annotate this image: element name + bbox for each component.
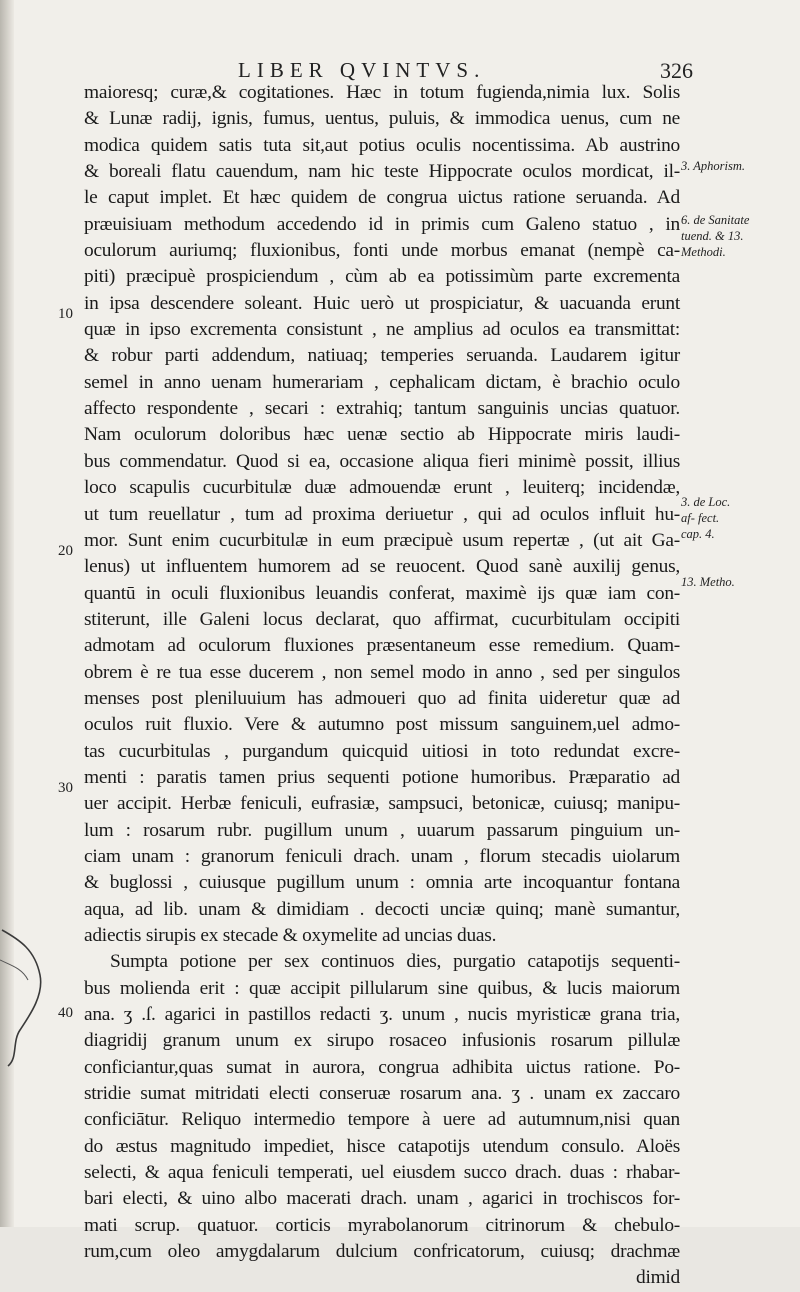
text-line: modica quidem satis tuta sit,aut potius oculis nocentissima. Ab austrino — [84, 134, 680, 156]
text-line: conficiātur. Reliquo intermedio tempore à uere ad autumnum,nisi quan — [84, 1109, 680, 1131]
text-line: loco scapulis cucurbitulæ duæ admouendæ erunt , leuiterq; incidendæ, — [84, 477, 680, 499]
text-line: rum,cum oleo amygdalarum dulcium confricatorum, cuiusq; drachmæ — [84, 1241, 680, 1263]
text-line: adiectis sirupis ex stecade & oxymelite ad uncias duas. — [84, 925, 497, 946]
text-line: menses post pleniluuium has admoueri quo ad finita uideretur quæ ad — [84, 687, 680, 709]
text-line: affecto respondente , secari : extrahiq; tantum sanguinis uncias quatuor. — [84, 398, 680, 420]
text-line: mor. Sunt enim cucurbitulæ in eum præcipuè usum repertæ , (ut ait Ga- — [84, 529, 680, 551]
text-line: lum : rosarum rubr. pugillum unum , uuarum passarum pinguium un- — [84, 819, 680, 841]
text-line: tas cucurbitulas , purgandum quicquid uitiosi in toto redundat excre- — [84, 740, 680, 762]
text-line: mati scrup. quatuor. corticis myrabolanorum citrinorum & chebulo- — [84, 1214, 680, 1236]
text-line: & Lunæ radij, ignis, fumus, uentus, puluis, & immodica uenus, cum ne — [84, 108, 680, 130]
text-line: bus molienda erit : quæ accipit pillularum sine quibus, & lucis maiorum — [84, 977, 680, 999]
text-line: semel in anno uenam humerariam , cephalicam dictam, è brachio oculo — [84, 371, 680, 393]
margin-note: 6. de Sanitate tuend. & 13. Methodi. — [681, 213, 750, 259]
text-line: piti) præcipuè prospiciendum , cùm ab ea potissimùm parte excrementa — [84, 266, 680, 288]
text-line: & robur parti addendum, natiuaq; temperies seruanda. Laudarem igitur — [84, 345, 680, 367]
text-line: præuisiuam methodum accedendo id in primis cum Galeno statuo , in — [84, 213, 680, 235]
text-line: bus commendatur. Quod si ea, occasione aliqua fieri minimè possit, illius — [84, 450, 680, 472]
ink-stain-mark — [0, 920, 60, 1070]
text-line: maioresq; curæ,& cogitationes. Hæc in totum fugienda,nimia lux. Solis — [84, 82, 680, 103]
line-number: 10 — [58, 306, 73, 322]
text-line: bari electi, & uino albo macerati drach. unam , agarici in trochiscos for- — [84, 1188, 680, 1210]
line-number: 40 — [58, 1005, 73, 1021]
page-number: 326 — [660, 58, 693, 83]
text-line: stridie sumat mitridati electi conseruæ rosarum ana. ʒ . unam ex zaccaro — [84, 1083, 680, 1105]
text-line: ut tum reuellatur , tum ad proxima deriuetur , qui ad oculos influit hu- — [84, 503, 680, 525]
text-line: menti : paratis tamen prius sequenti potione humoribus. Præparatio ad — [84, 766, 680, 788]
text-line: ana. ʒ .ſ. agarici in pastillos redacti ʒ. unum , nucis myristicæ grana tria, — [84, 1004, 680, 1026]
text-line: quantū in oculi fluxionibus leuandis conferat, maximè ijs quæ iam con- — [84, 582, 680, 604]
text-line: admotam ad oculorum fluxiones præsentaneum esse remedium. Quam- — [84, 635, 680, 657]
text-line: stiterunt, ille Galeni locus declarat, quo affirmat, cucurbitulam occipiti — [84, 608, 680, 630]
text-line: le caput implet. Et hæc quidem de congrua uictus ratione seruanda. Ad — [84, 187, 680, 209]
text-line: ciam unam : granorum feniculi drach. unam , florum stecadis uiolarum — [84, 845, 680, 867]
text-line: Sumpta potione per sex continuos dies, purgatio catapotijs sequenti- — [110, 951, 680, 973]
text-line: in ipsa descendere soleant. Huic uerò ut prospiciatur, & uacuanda erunt — [84, 292, 680, 314]
margin-note: 3. de Loc. af- fect. cap. 4. — [681, 495, 731, 541]
text-line: Nam oculorum doloribus hæc uenæ sectio ab Hippocrate miris laudi- — [84, 424, 680, 446]
margin-note: 13. Metho. — [681, 575, 735, 589]
text-line: lenus) ut influentem humorem ad se reuocent. Quod sanè auxilij genus, — [84, 556, 680, 578]
text-line: quæ in ipso excrementa consistunt , ne amplius ad oculos ea transmittat: — [84, 319, 680, 341]
text-line: oculorum auriumq; fluxionibus, fonti unde morbus emanat (nempè ca- — [84, 240, 680, 262]
text-line: dimid — [636, 1267, 680, 1289]
text-line: obrem è re tua esse ducerem , non semel modo in anno , sed per singulos — [84, 661, 680, 683]
text-line: & boreali flatu cauendum, nam hic teste Hippocrate oculos mordicat, il- — [84, 161, 680, 183]
body-text — [84, 80, 680, 1292]
running-head: LIBER QVINTVS. — [238, 58, 486, 82]
text-line: & buglossi , cuiusque pugillum unum : omnia arte incoquantur fontana — [84, 872, 680, 894]
line-number: 30 — [58, 780, 73, 796]
text-line: oculos ruit fluxio. Vere & autumno post missum sanguinem,uel admo- — [84, 714, 680, 736]
text-line: do æstus magnitudo impediet, hisce catapotijs utendum consulo. Aloës — [84, 1135, 680, 1157]
text-line: conficiantur,quas sumat in aurora, congrua adhibita uictus ratione. Po- — [84, 1056, 680, 1078]
margin-note: 3. Aphorism. — [681, 159, 746, 173]
text-line: diagridij granum unum ex sirupo rosaceo infusionis rosarum pillulæ — [84, 1030, 680, 1052]
line-number: 20 — [58, 543, 73, 559]
text-line: aqua, ad lib. unam & dimidiam . decocti unciæ quinq; manè sumantur, — [84, 898, 680, 920]
text-line: selecti, & aqua feniculi temperati, uel eiusdem succo drach. duas : rhabar- — [84, 1162, 680, 1184]
text-line: uer accipit. Herbæ feniculi, eufrasiæ, sampsuci, betonicæ, cuiusq; manipu- — [84, 793, 680, 815]
